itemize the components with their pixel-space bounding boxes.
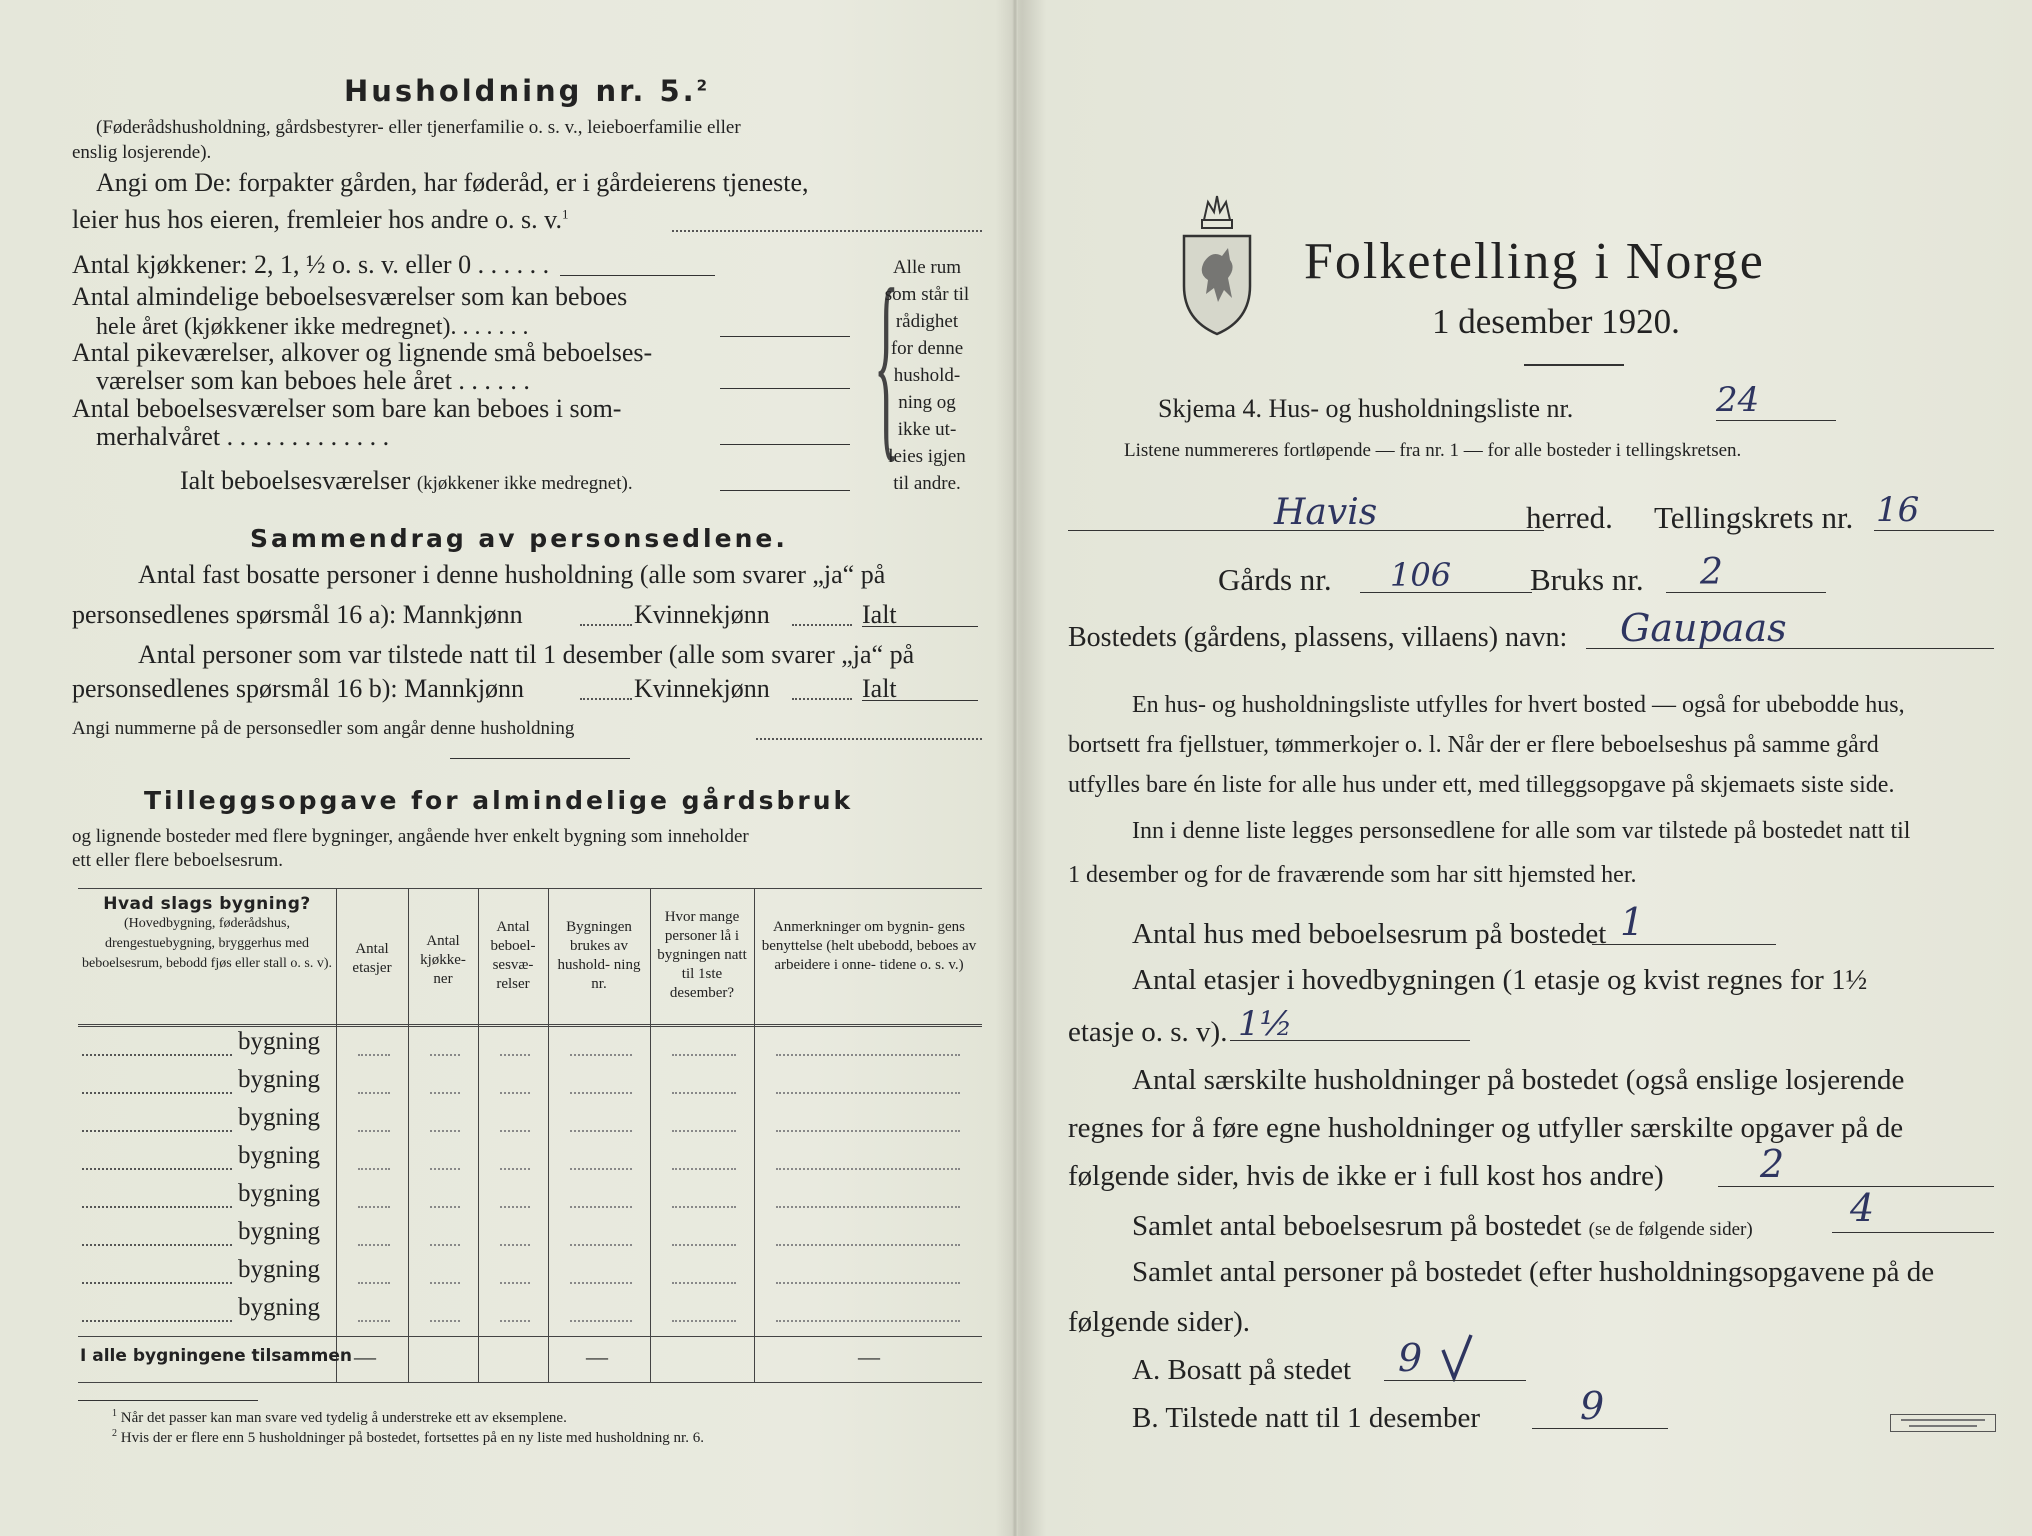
angi-line-2: leier hus hos eieren, fremleier hos andre o. s. v.$^1$ — [72, 205, 569, 234]
building-row-cell[interactable] — [570, 1320, 632, 1322]
summary-p2-line2: personsedlenes spørsmål 16 b): Mannkjønn — [72, 674, 525, 703]
bosted-field — [1586, 648, 1994, 649]
col-household-no: Bygningen brukes av hushold- ning nr. — [557, 919, 641, 992]
female-label-2: Kvinnekjønn — [634, 674, 770, 703]
building-row-cell[interactable] — [776, 1054, 960, 1056]
summary-heading: Sammendrag av personsedlene. — [250, 524, 788, 553]
households-value[interactable]: 2 — [1760, 1142, 1785, 1186]
floors-line-1: Antal etasjer i hovedbygningen (1 etasje og kvist regnes for 1½ — [1132, 964, 1868, 996]
gards-field — [1360, 592, 1532, 593]
herred-value[interactable]: Havis — [1274, 492, 1378, 533]
building-row-cell[interactable] — [672, 1206, 736, 1208]
bruks-value[interactable]: 2 — [1700, 552, 1723, 593]
building-row-cell[interactable] — [358, 1168, 390, 1170]
building-row-cell[interactable] — [672, 1282, 736, 1284]
building-row-cell[interactable] — [672, 1168, 736, 1170]
total-rooms-label: Ialt beboelsesværelser (kjøkkener ikke medregnet). — [180, 466, 633, 495]
maid-rooms-label-1: Antal pikeværelser, alkover og lignende små beboelses- — [72, 338, 653, 367]
col-kitchens: Antal kjøkke- ner — [420, 933, 466, 987]
ordinary-rooms-label-1: Antal almindelige beboelsesværelser som kan beboes — [72, 282, 628, 311]
household-title: Husholdning nr. 5.$^2$ — [344, 74, 711, 108]
building-row-cell[interactable] — [500, 1130, 530, 1132]
building-row-cell[interactable] — [672, 1244, 736, 1246]
list-number-field — [1716, 420, 1836, 421]
building-row-cell[interactable] — [570, 1054, 632, 1056]
total-rooms-field[interactable] — [720, 490, 850, 491]
angi-line-1: Angi om De: forpakter gården, har føderåd, er i gårdeierens tjeneste, — [96, 168, 809, 197]
building-row-cell[interactable] — [358, 1092, 390, 1094]
angi-answer-line[interactable] — [672, 230, 982, 232]
instruction-2: bortsett fra fjellstuer, tømmerkojer o. l. Når der er flere beboelseshus på samme gård — [1068, 732, 1879, 758]
table-header-border — [78, 1024, 982, 1027]
building-row-label: bygning — [238, 1142, 320, 1169]
rooms-total-value[interactable]: 4 — [1850, 1186, 1875, 1230]
bosted-value[interactable]: Gaupaas — [1620, 606, 1787, 650]
rooms-brace: { — [873, 247, 899, 479]
persons-line-1: Samlet antal personer på bostedet (efter husholdningsopgavene på de — [1132, 1256, 1935, 1288]
building-row-cell[interactable] — [776, 1168, 960, 1170]
total-label-2: Ialt — [862, 674, 897, 703]
building-row-cell[interactable] — [430, 1054, 460, 1056]
summer-rooms-label-2: merhalvåret . . . . . . . . . . . . . — [96, 422, 390, 451]
instruction-1: En hus- og husholdningsliste utfylles for hvert bosted — også for ubebodde hus, — [1132, 692, 1905, 718]
building-row-field[interactable] — [82, 1130, 232, 1132]
building-row-cell[interactable] — [358, 1054, 390, 1056]
households-line-1: Antal særskilte husholdninger på bostedet (også enslige losjerende — [1132, 1064, 1905, 1096]
persons-line-2: følgende sider). — [1068, 1306, 1250, 1338]
rooms-total-label: Samlet antal beboelsesrum på bostedet (se de følgende sider) — [1132, 1210, 1753, 1242]
building-row-cell[interactable] — [570, 1206, 632, 1208]
col-floors: Antal etasjer — [352, 941, 392, 976]
summary-p2-line1: Antal personer som var tilstede natt til 1 desember (alle som svarer „ja“ på — [138, 640, 915, 669]
col-building-type-sub: (Hovedbygning, føderådshus, drengestuebygning, bryggerhus med beboelsesrum, bebodd fjøs eller stall o. s. v). — [81, 916, 332, 971]
summer-rooms-label-1: Antal beboelsesværelser som bare kan beboes i som- — [72, 394, 622, 423]
floors-field — [1230, 1040, 1470, 1041]
page-fold — [1012, 0, 1018, 1536]
total-household-dash: — — [586, 1344, 608, 1369]
present-field — [1532, 1428, 1668, 1429]
tellingskrets-value[interactable]: 16 — [1876, 490, 1920, 530]
total-resident-field[interactable] — [862, 626, 978, 627]
building-row-cell[interactable] — [776, 1206, 960, 1208]
footnote-1: $^1$ Når det passer kan man svare ved tydelig å understreke ett av eksemplene. — [112, 1408, 567, 1426]
bruks-field — [1666, 592, 1826, 593]
building-row-cell[interactable] — [570, 1244, 632, 1246]
building-row-cell[interactable] — [430, 1282, 460, 1284]
floors-line-2: etasje o. s. v). — [1068, 1016, 1228, 1048]
houses-field — [1592, 944, 1776, 945]
building-row-field[interactable] — [82, 1206, 232, 1208]
col-persons: Hvor mange personer lå i bygningen natt til 1ste desember? — [657, 909, 747, 1001]
form-title: Folketelling i Norge — [1304, 233, 1765, 290]
side-note-line: hushold- — [893, 365, 961, 386]
resident-field — [1384, 1380, 1526, 1381]
col-divider — [336, 888, 337, 1382]
building-row-cell[interactable] — [500, 1320, 530, 1322]
herred-field — [1068, 530, 1544, 531]
female-present-field[interactable] — [792, 698, 852, 700]
female-resident-field[interactable] — [792, 624, 852, 626]
right-page — [1020, 0, 2032, 1536]
side-note-line: ning og — [898, 392, 956, 413]
building-row-cell[interactable] — [430, 1168, 460, 1170]
schema-label: Skjema 4. Hus- og husholdningsliste nr. — [1158, 394, 1574, 423]
col-divider — [408, 888, 409, 1382]
col-divider — [478, 888, 479, 1382]
col-remarks: Anmerkninger om bygnin- gens benyttelse (helt ubebodd, beboes av arbeidere i onne- tidene o. s. v.) — [761, 919, 977, 973]
footnote-2: $^2$ Hvis der er flere enn 5 husholdninger på bostedet, fortsettes på en ny liste med husholdning nr. 6. — [112, 1428, 704, 1446]
building-row-cell[interactable] — [430, 1092, 460, 1094]
side-note-line: for denne — [890, 338, 964, 359]
building-row-cell[interactable] — [500, 1168, 530, 1170]
side-note-line: leies igjen — [888, 446, 966, 467]
female-label-1: Kvinnekjønn — [634, 600, 770, 629]
building-row-cell[interactable] — [570, 1168, 632, 1170]
printer-stamp-icon — [1890, 1414, 1996, 1432]
ordinary-rooms-label-2: hele året (kjøkkener ikke medregnet). . . . . . . — [96, 314, 529, 340]
building-row-field[interactable] — [82, 1092, 232, 1094]
intro-note-2: enslig losjerende). — [72, 142, 212, 163]
list-number-value[interactable]: 24 — [1716, 380, 1760, 420]
building-row-label: bygning — [238, 1028, 320, 1055]
building-row-cell[interactable] — [776, 1320, 960, 1322]
side-note-line: ikke ut- — [897, 419, 957, 440]
supplement-line2: ett eller flere beboelsesrum. — [72, 850, 284, 871]
side-note-line: som står til — [884, 284, 970, 305]
building-row-cell[interactable] — [776, 1244, 960, 1246]
maid-rooms-field[interactable] — [720, 388, 850, 389]
building-row-cell[interactable] — [776, 1092, 960, 1094]
tellingskrets-field — [1874, 530, 1994, 531]
building-row-cell[interactable] — [358, 1206, 390, 1208]
total-floors-dash: — — [354, 1344, 376, 1369]
building-row-cell[interactable] — [358, 1244, 390, 1246]
building-row-cell[interactable] — [672, 1054, 736, 1056]
households-line-3: følgende sider, hvis de ikke er i full kost hos andre) — [1068, 1160, 1664, 1192]
building-row-cell[interactable] — [500, 1092, 530, 1094]
side-note-line: Alle rum — [892, 257, 962, 278]
table-total-label: I alle bygningene tilsammen — [80, 1346, 352, 1366]
table-top-border — [78, 888, 982, 889]
resident-value[interactable]: 9 — [1398, 1336, 1423, 1380]
building-row-cell[interactable] — [672, 1320, 736, 1322]
bosted-label: Bostedets (gårdens, plassens, villaens) navn: — [1068, 622, 1568, 653]
building-row-label: bygning — [238, 1218, 320, 1245]
present-label: B. Tilstede natt til 1 desember — [1132, 1402, 1480, 1434]
building-row-cell[interactable] — [776, 1282, 960, 1284]
building-row-label: bygning — [238, 1104, 320, 1131]
summary-p1-line1: Antal fast bosatte personer i denne husholdning (alle som svarer „ja“ på — [138, 560, 886, 589]
summer-rooms-field[interactable] — [720, 444, 850, 445]
building-row-cell[interactable] — [500, 1244, 530, 1246]
rooms-total-field — [1832, 1232, 1994, 1233]
building-row-cell[interactable] — [358, 1320, 390, 1322]
tellingskrets-label: Tellingskrets nr. — [1654, 500, 1854, 535]
supplement-heading: Tilleggsopgave for almindelige gårdsbruk — [144, 786, 854, 815]
numbering-note: Listene nummereres fortløpende — fra nr. 1 — for alle bosteder i tellingskretsen. — [1124, 440, 1742, 461]
building-row-label: bygning — [238, 1294, 320, 1321]
building-row-cell[interactable] — [358, 1130, 390, 1132]
building-row-cell[interactable] — [570, 1092, 632, 1094]
floors-value[interactable]: 1½ — [1238, 1004, 1293, 1044]
summary-p1-line2: personsedlenes spørsmål 16 a): Mannkjønn — [72, 600, 523, 629]
side-note-line: til andre. — [893, 473, 961, 494]
building-row-cell[interactable] — [570, 1130, 632, 1132]
total-label-1: Ialt — [862, 600, 897, 629]
building-row-cell[interactable] — [672, 1092, 736, 1094]
title-divider — [1524, 364, 1624, 366]
building-row-label: bygning — [238, 1256, 320, 1283]
houses-value[interactable]: 1 — [1620, 900, 1645, 944]
building-row-cell[interactable] — [776, 1130, 960, 1132]
col-divider — [650, 888, 651, 1382]
building-row-cell[interactable] — [430, 1206, 460, 1208]
table-bottom-border — [78, 1382, 982, 1383]
male-resident-field[interactable] — [580, 624, 632, 626]
resident-label: A. Bosatt på stedet — [1132, 1354, 1352, 1386]
form-date: 1 desember 1920. — [1432, 302, 1680, 341]
buildings-table — [78, 888, 982, 1382]
col-divider — [754, 888, 755, 1382]
building-row-field[interactable] — [82, 1244, 232, 1246]
norway-coat-of-arms-icon — [1178, 190, 1256, 340]
kitchens-label: Antal kjøkkener: 2, 1, ½ o. s. v. eller 0 . . . . . . — [72, 250, 550, 279]
building-row-cell[interactable] — [358, 1282, 390, 1284]
kitchens-field[interactable] — [560, 275, 715, 276]
gards-label: Gårds nr. — [1218, 562, 1332, 597]
ordinary-rooms-field[interactable] — [720, 336, 850, 337]
building-row-cell[interactable] — [430, 1320, 460, 1322]
households-line-2: regnes for å føre egne husholdninger og utfyller særskilte opgaver på de — [1068, 1112, 1904, 1144]
personsedler-numbers-field[interactable] — [756, 738, 982, 740]
rooms-side-note — [872, 247, 982, 497]
building-row-cell[interactable] — [672, 1130, 736, 1132]
col-building-type-title: Hvad slags bygning? — [103, 894, 311, 914]
building-row-cell[interactable] — [430, 1130, 460, 1132]
present-value[interactable]: 9 — [1580, 1384, 1605, 1428]
supplement-line1: og lignende bosteder med flere bygninger, angående hver enkelt bygning som inneholder — [72, 826, 749, 847]
col-building-type — [80, 894, 334, 974]
herred-label: herred. — [1526, 500, 1613, 535]
building-row-label: bygning — [238, 1180, 320, 1207]
total-present-field[interactable] — [862, 700, 978, 701]
houses-label: Antal hus med beboelsesrum på bostedet — [1132, 918, 1607, 950]
intro-note: (Føderådshusholdning, gårdsbestyrer- eller tjenerfamilie o. s. v., leieboerfamilie eller — [96, 117, 741, 138]
building-row-field[interactable] — [82, 1320, 232, 1322]
divider — [450, 758, 630, 759]
side-note-line: rådighet — [895, 311, 959, 332]
building-row-field[interactable] — [82, 1054, 232, 1056]
maid-rooms-label-2: værelser som kan beboes hele året . . . . . . — [96, 366, 530, 395]
personsedler-numbers-label: Angi nummerne på de personsedler som angår denne husholdning — [72, 718, 575, 739]
male-present-field[interactable] — [580, 698, 632, 700]
col-rooms: Antal beboel- sesvæ- relser — [490, 919, 536, 992]
left-page — [0, 0, 1010, 1536]
footnote-divider — [78, 1400, 258, 1401]
building-row-cell[interactable] — [500, 1054, 530, 1056]
table-total-border — [78, 1336, 982, 1337]
check-mark-icon — [1440, 1332, 1474, 1382]
building-row-cell[interactable] — [570, 1282, 632, 1284]
col-divider — [548, 888, 549, 1382]
building-row-cell[interactable] — [430, 1244, 460, 1246]
building-row-field[interactable] — [82, 1168, 232, 1170]
building-row-label: bygning — [238, 1066, 320, 1093]
building-row-cell[interactable] — [500, 1206, 530, 1208]
instruction-4: Inn i denne liste legges personsedlene for alle som var tilstede på bostedet natt til — [1132, 818, 1911, 844]
gards-value[interactable]: 106 — [1390, 556, 1452, 594]
total-remarks-dash: — — [858, 1344, 880, 1369]
building-row-cell[interactable] — [500, 1282, 530, 1284]
instruction-3: utfylles bare én liste for alle hus under ett, med tilleggsopgave på skjemaets siste side. — [1068, 772, 1895, 798]
bruks-label: Bruks nr. — [1530, 562, 1644, 597]
instruction-5: 1 desember og for de fraværende som har sitt hjemsted her. — [1068, 862, 1637, 888]
building-row-field[interactable] — [82, 1282, 232, 1284]
